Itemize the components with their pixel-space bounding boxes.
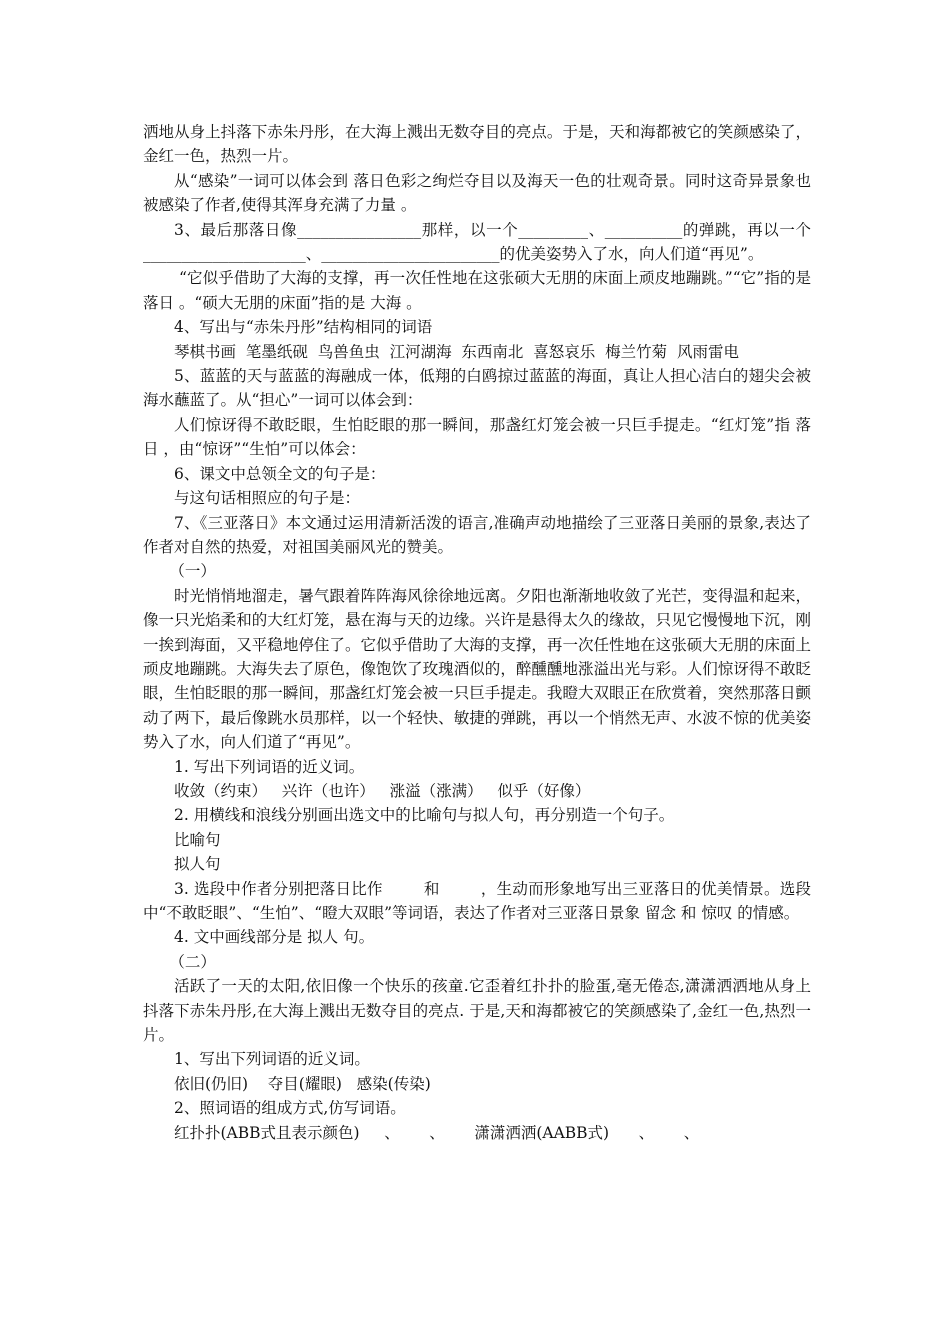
question-1: 1. 写出下列词语的近义词。 <box>174 757 365 776</box>
question-5: 5、蓝蓝的天与蓝蓝的海融成一体，低翔的白鸥掠过蓝蓝的海面，真让人担心洁白的翅尖会被海水蘸蓝了。从“担心”一词可以体会到： <box>143 367 811 410</box>
answer-line: 依旧(仍旧) 夺目(耀眼) 感染(传染) <box>174 1074 431 1093</box>
question-7: 7、《三亚落日》本文通过运用清新活泼的语言,准确声动地描绘了三亚落日美丽的景象,表达了作者对自然的热爱，对祖国美丽风光的赞美。 <box>143 513 811 556</box>
question-3: 3、最后那落日像________________那样，以一个_________、__________的弹跳，再以一个_____________________、_______________________的优美姿势入了水，向人们道“再见”。 <box>143 220 811 264</box>
question-1: 1、写出下列词语的近义词。 <box>174 1050 370 1069</box>
paragraph: 洒地从身上抖落下赤朱丹彤，在大海上溅出无数夺目的亮点。于是，天和海都被它的笑颜感染了，金红一色，热烈一片。 <box>143 123 811 166</box>
answer-line: 比喻句 <box>174 830 221 849</box>
question-4: 4. 文中画线部分是 拟人 句。 <box>174 928 375 947</box>
paragraph: 与这句话相照应的句子是： <box>174 489 361 508</box>
answer-line: 收敛（约束） 兴许（也许） 涨溢（涨满） 似乎（好像） <box>174 781 591 800</box>
paragraph: “它似乎借助了大海的支撑，再一次任性地在这张硕大无朋的床面上顽皮地蹦跳。”“它”指的是 落日 。“硕大无朋的床面”指的是 大海 。 <box>143 269 816 312</box>
question-3: 3. 选段中作者分别把落日比作 和 ，生动而形象地写出三亚落日的优美情景。选段中“不敢眨眼”、“生怕”、“瞪大双眼”等词语，表达了作者对三亚落日景象 留念 和 惊叹 的情感。 <box>143 879 811 922</box>
document-page <box>143 120 816 1145</box>
paragraph: 人们惊讶得不敢眨眼，生怕眨眼的那一瞬间，那盏红灯笼会被一只巨手提走。“红灯笼”指 落日 ，由“惊讶”“生怕”可以体会： <box>143 415 811 459</box>
reading-passage: 活跃了一天的太阳,依旧像一个快乐的孩童.它歪着红扑扑的脸蛋,毫无倦态,潇潇洒洒地从身上抖落下赤朱丹彤,在大海上溅出无数夺目的亮点. 于是,天和海都被它的笑颜感染了,金红一色,热烈一片。 <box>143 977 811 1045</box>
reading-passage: 时光悄悄地溜走，暑气跟着阵阵海风徐徐地远离。夕阳也渐渐地收敛了光芒，变得温和起来，像一只光焰柔和的大红灯笼，悬在海与天的边缘。兴许是悬得太久的缘故，只见它慢慢地下沉，刚一挨到海面，又平稳地停住了。它似乎借助了大海的支撑，再一次任性地在这张硕大无朋的床面上顽皮地蹦跳。大海失去了原色，像饱饮了玫瑰酒似的，醉醺醺地涨溢出光与彩。人们惊讶得不敢眨眼，生怕眨眼的那一瞬间，那盏红灯笼会被一只巨手提走。我瞪大双眼正在欣赏着，突然那落日颤动了两下，最后像跳水员那样，以一个轻快、敏捷的弹跳，再以一个悄然无声、水波不惊的优美姿势入了水，向人们道了“再见”。 <box>143 586 811 752</box>
question-6: 6、课文中总领全文的句子是： <box>174 464 386 483</box>
section-heading: （一） <box>169 562 216 581</box>
section-heading: （二） <box>169 952 216 971</box>
paragraph: 从“感染”一词可以体会到 落日色彩之绚烂夺目以及海天一色的壮观奇景。同时这奇异景象也被感染了作者,使得其浑身充满了力量 。 <box>143 171 811 215</box>
answer-line: 拟人句 <box>174 855 221 874</box>
answer-line: 红扑扑(ABB式且表示颜色) 、 、 潇潇洒洒(AABB式) 、 、 <box>174 1123 700 1142</box>
answer-line: 琴棋书画 笔墨纸砚 鸟兽鱼虫 江河湖海 东西南北 喜怒哀乐 梅兰竹菊 风雨雷电 <box>174 342 739 361</box>
question-2: 2. 用横线和浪线分别画出选文中的比喻句与拟人句，再分别造一个句子。 <box>174 806 675 825</box>
question-2: 2、照词语的组成方式,仿写词语。 <box>174 1099 406 1118</box>
question-4: 4、写出与“赤朱丹彤”结构相同的词语 <box>174 318 433 337</box>
